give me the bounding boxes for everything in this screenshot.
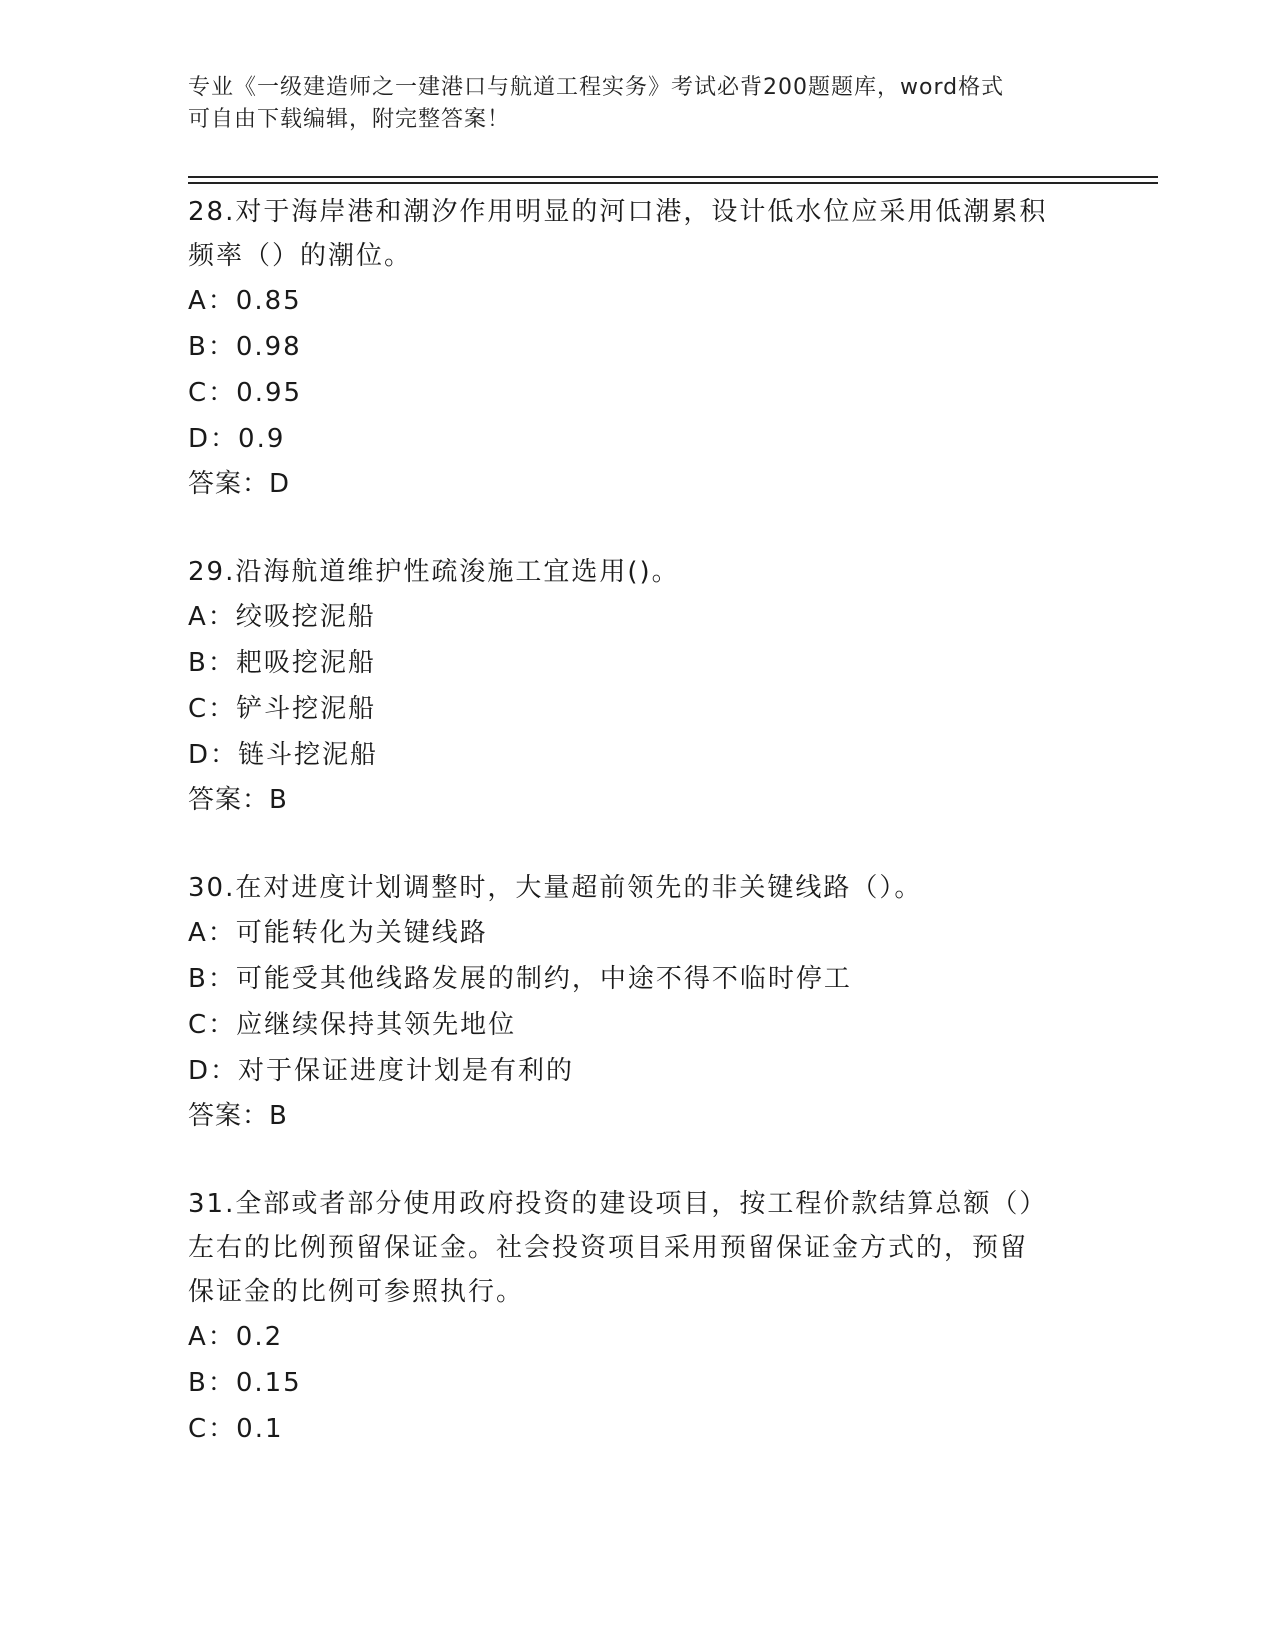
option-d: D：链斗挖泥船: [188, 740, 379, 770]
option-c: C：应继续保持其领先地位: [188, 1010, 517, 1040]
answer: 答案：B: [188, 785, 288, 815]
question-list: [188, 190, 1088, 1496]
header-line-2: 可自由下载编辑，附完整答案！: [188, 107, 511, 132]
option-b: B：0.98: [188, 332, 302, 362]
answer: 答案：D: [188, 469, 291, 499]
option-a: A：绞吸挖泥船: [188, 602, 376, 632]
question-text: 左右的比例预留保证金。社会投资项目采用预留保证金方式的，预留: [188, 1233, 1029, 1263]
header-line-1: 专业《一级建造师之一建港口与航道工程实务》考试必背200题题库，word格式: [188, 75, 1005, 100]
header-divider-bottom: [188, 182, 1158, 184]
question-text: 频率（）的潮位。: [188, 241, 413, 271]
question-31: [188, 1182, 1088, 1452]
option-c: C：0.95: [188, 378, 303, 408]
question-30: [188, 866, 1088, 1138]
option-d: D：0.9: [188, 424, 286, 454]
header-divider-top: [188, 176, 1158, 178]
question-text: 30.在对进度计划调整时，大量超前领先的非关键线路（）。: [188, 873, 923, 903]
option-a: A：0.85: [188, 286, 302, 316]
question-29: [188, 550, 1088, 822]
question-text: 28.对于海岸港和潮汐作用明显的河口港，设计低水位应采用低潮累积: [188, 197, 1048, 227]
option-c: C：铲斗挖泥船: [188, 694, 377, 724]
question-text: 31.全部或者部分使用政府投资的建设项目，按工程价款结算总额（）: [188, 1189, 1048, 1219]
document-header: [188, 72, 1068, 136]
option-d: D：对于保证进度计划是有利的: [188, 1056, 575, 1086]
option-c: C：0.1: [188, 1414, 284, 1444]
option-b: B：0.15: [188, 1368, 302, 1398]
option-a: A：可能转化为关键线路: [188, 918, 488, 948]
option-b: B：可能受其他线路发展的制约，中途不得不临时停工: [188, 964, 852, 994]
option-a: A：0.2: [188, 1322, 284, 1352]
answer: 答案：B: [188, 1101, 288, 1131]
question-text: 保证金的比例可参照执行。: [188, 1277, 525, 1307]
question-text: 29.沿海航道维护性疏浚施工宜选用()。: [188, 557, 680, 587]
question-28: [188, 190, 1088, 506]
option-b: B：耙吸挖泥船: [188, 648, 376, 678]
